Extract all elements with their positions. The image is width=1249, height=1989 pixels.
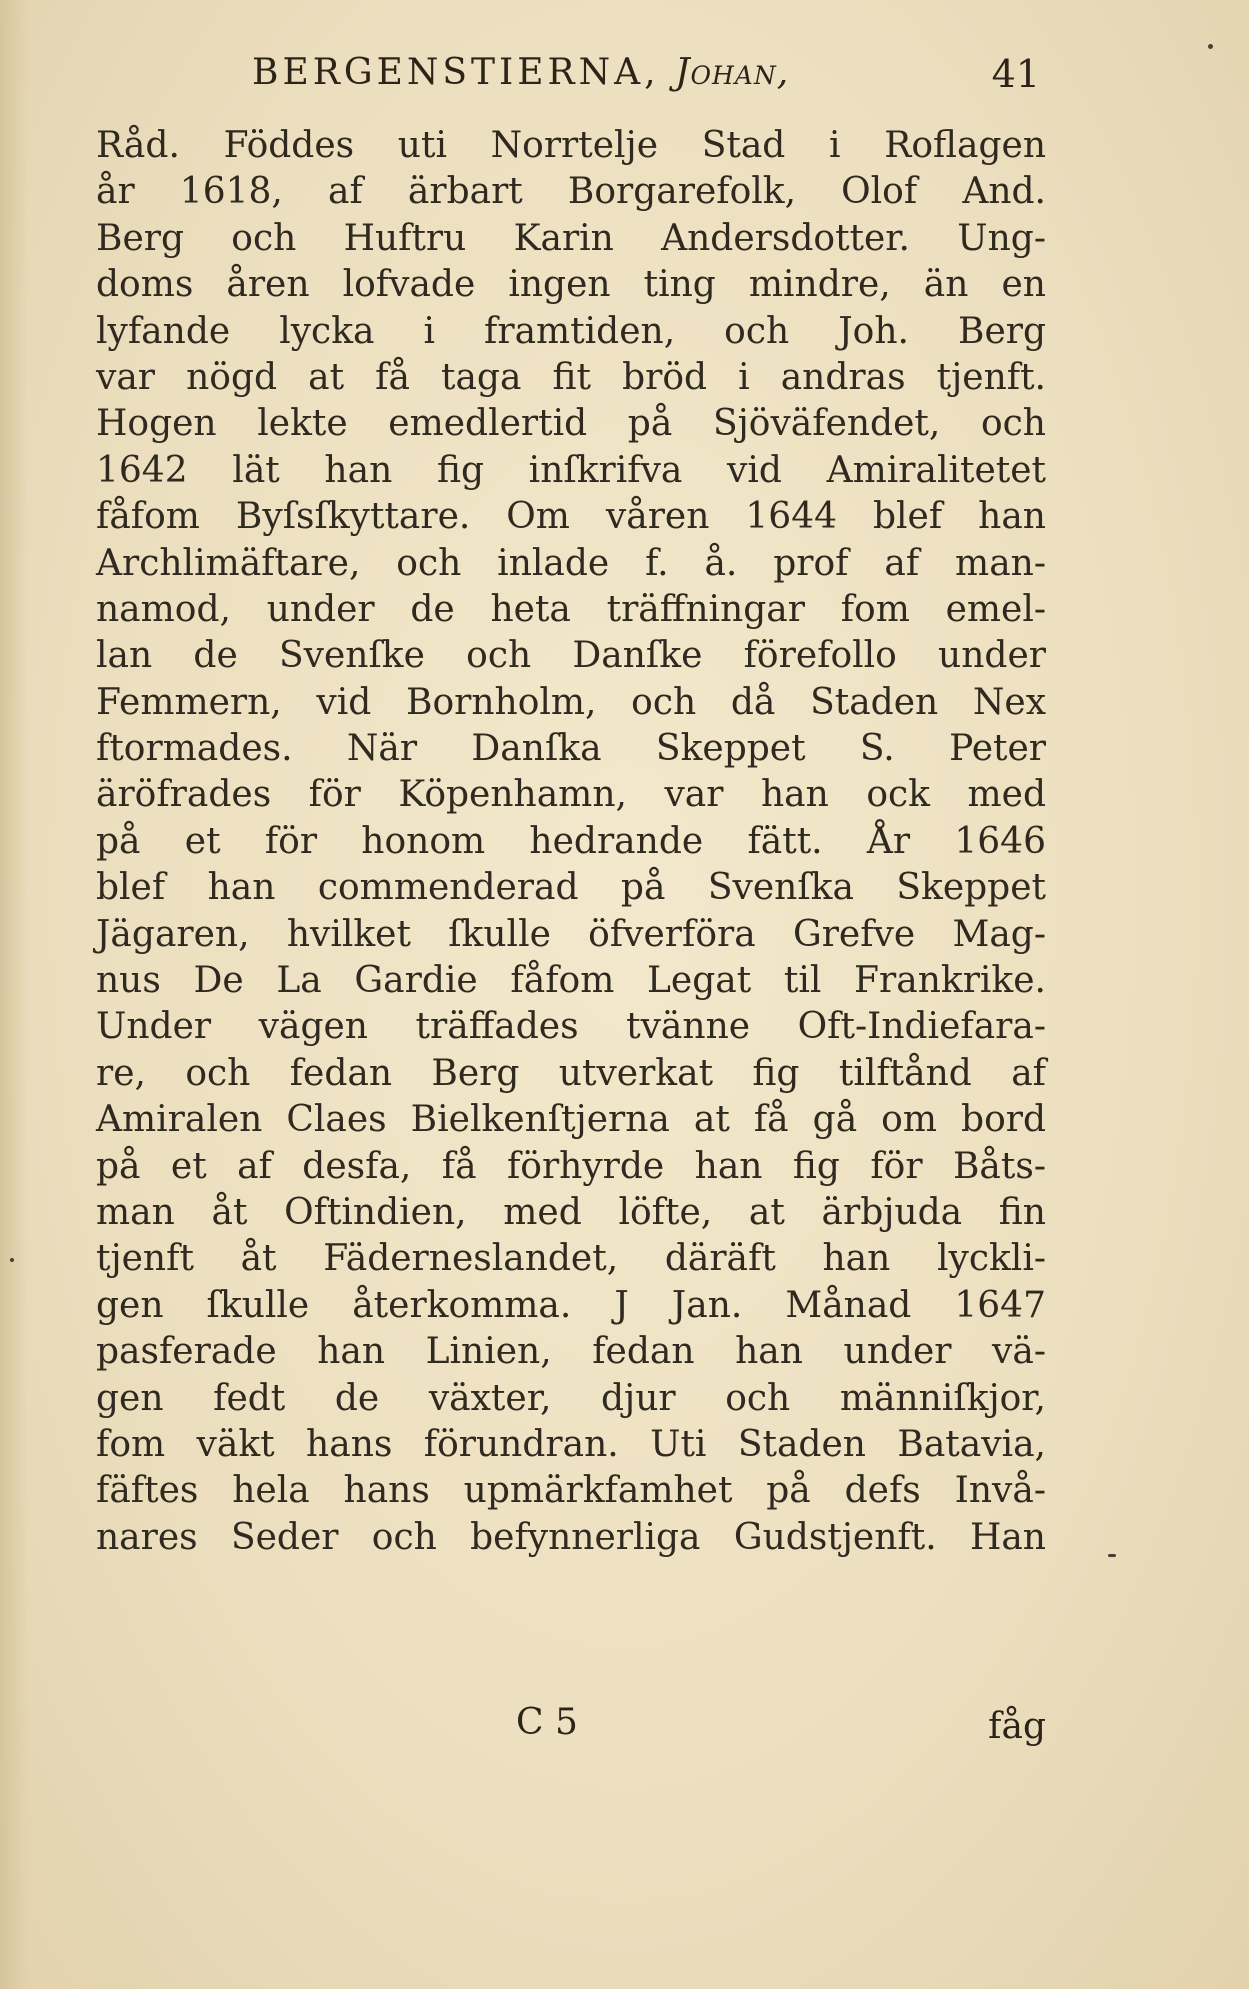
page-number: 41 (991, 52, 1040, 96)
body-text (96, 123, 1046, 1561)
text-line: fom väkt hans förundran. Uti Staden Batavia, (96, 1423, 1046, 1465)
text-line: ftormades. När Danſka Skeppet S. Peter (96, 728, 1046, 770)
page-edge-shadow (0, 0, 28, 1989)
text-line: fåfom Byſsſkyttare. Om våren 1644 blef han (96, 496, 1046, 538)
text-line: gen ſkulle återkomma. J Jan. Månad 1647 (96, 1284, 1046, 1326)
text-line: Under vägen träffades tvänne Oft-Indiefara- (96, 1006, 1046, 1048)
text-line: nares Seder och befynnerliga Gudstjenft. Han (96, 1516, 1046, 1558)
text-line: Råd. Föddes uti Norrtelje Stad i Roflagen (96, 125, 1046, 166)
text-line: på et för honom hedrande fätt. År 1646 (96, 820, 1046, 862)
text-line: doms åren lofvade ingen ting mindre, än en (96, 264, 1046, 306)
catchword: fåg (988, 1706, 1046, 1747)
text-line: blef han commenderad på Svenſka Skeppet (96, 867, 1046, 909)
ink-speck (1108, 1554, 1116, 1557)
text-line: Berg och Huftru Karin Andersdotter. Ung- (96, 217, 1046, 259)
text-line: var nögd at få taga fit bröd i andras tjenft. (96, 356, 1046, 398)
text-line: lyfande lycka i framtiden, och Joh. Berg (96, 310, 1046, 352)
page-footer (96, 1702, 1046, 1748)
text-line: man åt Oftindien, med löfte, at ärbjuda fin (96, 1191, 1046, 1233)
text-line: äröfrades för Köpenhamn, var han ock med (96, 774, 1046, 816)
text-line: fäftes hela hans upmärkfamhet på defs Invå- (96, 1470, 1046, 1512)
running-header (252, 52, 1052, 100)
text-line: år 1618, af ärbart Borgarefolk, Olof And. (96, 171, 1046, 213)
text-line: på et af desfa, få förhyrde han fig för Båts- (96, 1145, 1046, 1187)
text-line: Hogen lekte emedlertid på Sjöväfendet, och (96, 403, 1046, 445)
running-title (252, 52, 789, 93)
ink-speck (1208, 44, 1213, 49)
text-line: gen fedt de växter, djur och männiſkjor, (96, 1377, 1046, 1419)
text-line: nus De La Gardie fåfom Legat til Frankrike. (96, 960, 1046, 1002)
text-line: tjenft åt Fäderneslandet, däräft han lyckli- (96, 1238, 1046, 1280)
text-line: 1642 lät han fig inſkrifva vid Amiralitetet (96, 449, 1046, 491)
running-title-name: BERGENSTIERNA, (252, 52, 660, 93)
text-line: re, och fedan Berg utverkat fig tilftånd af (96, 1052, 1046, 1094)
ink-speck (10, 1258, 14, 1262)
text-line: Jägaren, hvilket ſkulle öfverföra Grefve Mag- (96, 913, 1046, 955)
text-line: namod, under de heta träffningar fom emel- (96, 588, 1046, 630)
signature-mark: C 5 (516, 1702, 578, 1743)
text-line: Femmern, vid Bornholm, och då Staden Nex (96, 681, 1046, 723)
text-line: pasferade han Linien, fedan han under vä- (96, 1331, 1046, 1373)
text-line: lan de Svenſke och Danſke förefollo under (96, 635, 1046, 677)
running-title-firstname: Johan, (675, 52, 790, 93)
text-line: Archlimäftare, och inlade f. å. prof af man- (96, 542, 1046, 584)
text-line: Amiralen Claes Bielkenſtjerna at få gå om bord (96, 1099, 1046, 1141)
